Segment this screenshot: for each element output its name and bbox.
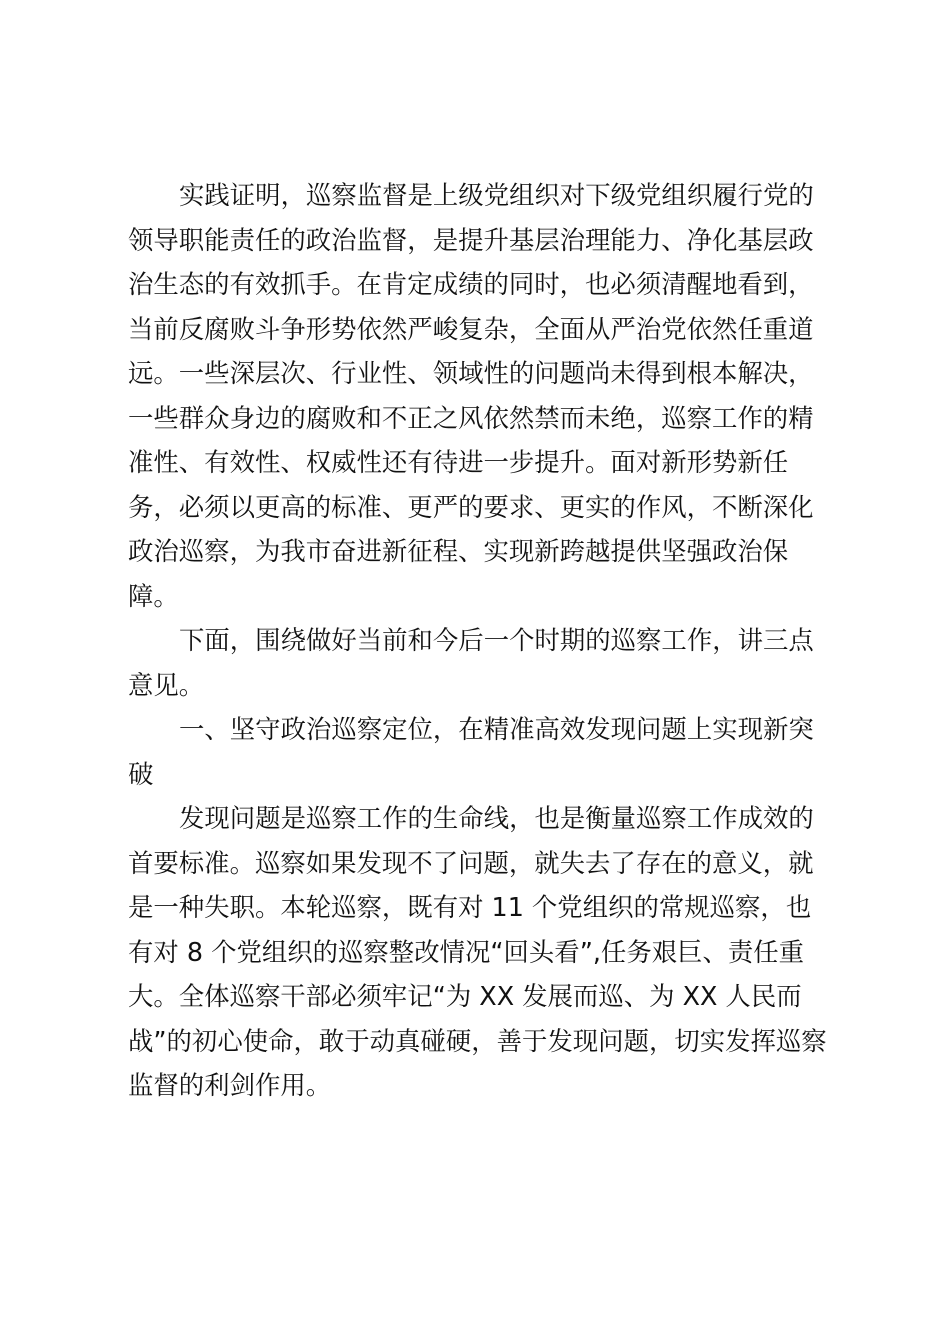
text-line: 大。全体巡察干部必须牢记“为 XX 发展而巡、为 XX 人民而 xyxy=(128,981,802,1011)
text-line: 监督的利剑作用。 xyxy=(128,1070,332,1100)
section-heading-one xyxy=(128,707,828,796)
text-line: 障。 xyxy=(128,580,179,611)
text-line: 意见。 xyxy=(128,669,205,700)
document-body xyxy=(128,173,828,1108)
text-line: 下面，围绕做好当前和今后一个时期的巡察工作，讲三点 xyxy=(179,625,814,655)
text-line: 破 xyxy=(128,758,154,789)
text-line: 有对 8 个党组织的巡察整改情况“回头看”,任务艰巨、责任重 xyxy=(128,936,805,967)
text-line: 领导职能责任的政治监督，是提升基层治理能力、净化基层政 xyxy=(128,224,814,255)
text-line: 政治巡察，为我市奋进新征程、实现新跨越提供坚强政治保 xyxy=(128,536,789,566)
text-line: 首要标准。巡察如果发现不了问题，就失去了存在的意义，就 xyxy=(128,847,814,878)
paragraph-finding-problems xyxy=(128,796,828,1108)
paragraph-practice-proves xyxy=(128,173,828,618)
text-line: 一些群众身边的腐败和不正之风依然禁而未绝，巡察工作的精 xyxy=(128,402,814,433)
text-line: 当前反腐败斗争形势依然严峻复杂，全面从严治党依然任重道 xyxy=(128,313,814,344)
text-line: 务，必须以更高的标准、更严的要求、更实的作风，不断深化 xyxy=(128,491,814,522)
text-line: 实践证明，巡察监督是上级党组织对下级党组织履行党的 xyxy=(179,180,814,210)
text-line: 远。一些深层次、行业性、领域性的问题尚未得到根本解决， xyxy=(128,358,814,388)
text-line: 发现问题是巡察工作的生命线，也是衡量巡察工作成效的 xyxy=(179,803,814,833)
paragraph-intro-three-points xyxy=(128,618,828,707)
text-line: 是一种失职。本轮巡察，既有对 11 个党组织的常规巡察，也 xyxy=(128,892,812,922)
text-line: 战”的初心使命，敢于动真碰硬，善于发现问题，切实发挥巡察 xyxy=(128,1025,827,1056)
text-line: 治生态的有效抓手。在肯定成绩的同时，也必须清醒地看到， xyxy=(128,269,814,299)
text-line: 一、坚守政治巡察定位，在精准高效发现问题上实现新突 xyxy=(179,714,814,744)
text-line: 准性、有效性、权威性还有待进一步提升。面对新形势新任 xyxy=(128,447,789,477)
